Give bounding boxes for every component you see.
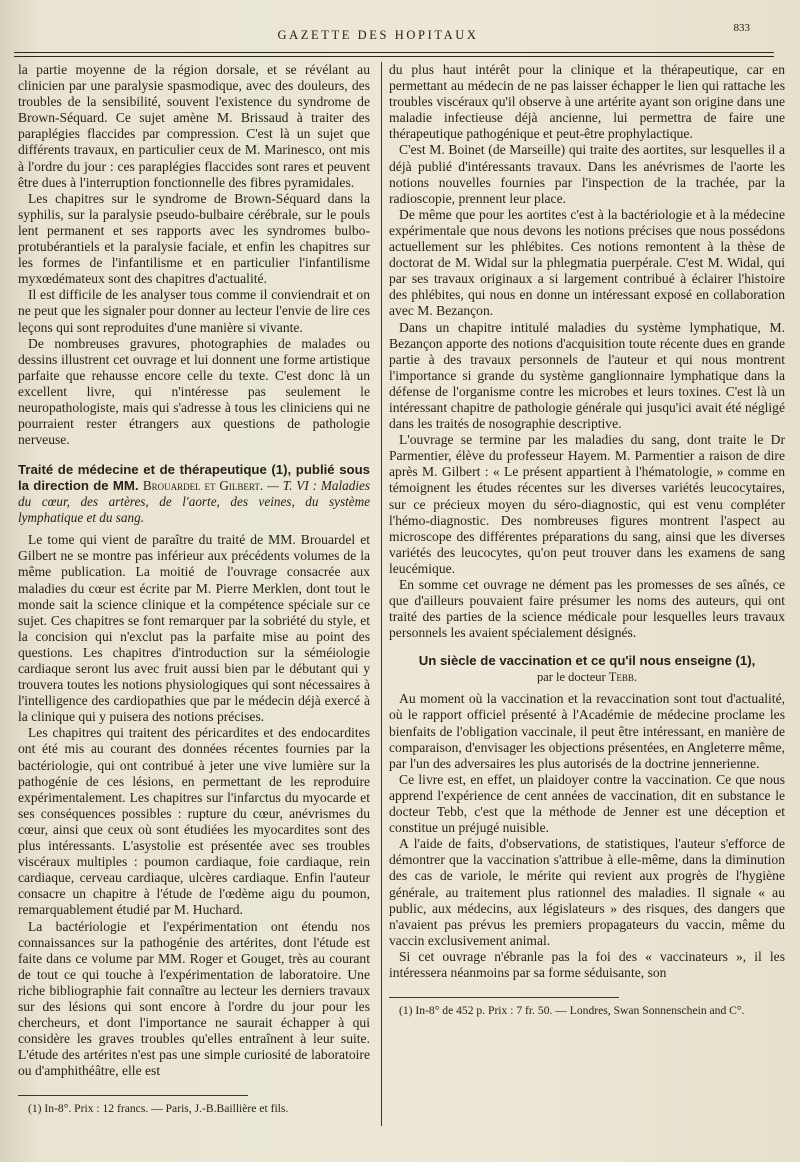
section-heading-volume: — T. VI : Maladies du cœur, des artères, de l'aorte, des veines, du système lymphatique et du sang. [18,478,370,526]
paragraph: Les chapitres sur le syndrome de Brown-Séquard dans la syphilis, sur la paralysie pseudo-bulbaire cérébrale, sur le pouls lent permanent et ses rapports avec les syndromes bulbo-protubérantiels et la paralysie faciale, et enfin les chapitres sur les formes de l'infantilisme et en particulier l'infantilisme myxœdémateux sont des chapitres d'actualité. [18,190,370,287]
paragraph: C'est M. Boinet (de Marseille) qui traite des aortites, sur lesquelles il a déjà publié d'intéressants travaux. Dans les anévrismes de l'aorte les notions nouvelles fournies par l'inspection de la trachée, par la radioscopie, prennent leur place. [389,142,785,206]
paragraph: Au moment où la vaccination et la revaccination sont tout d'actualité, où le rapport officiel présenté à l'Académie de médecine proclame les bienfaits de l'obligation vaccinale, il peut être intéressant, en manière de comparaison, d'envisager les objections présentées, en Angleterre même, par l'un des adversaires les plus autorisés de la doctrine jennerienne. [389,691,785,771]
footnote: (1) In-8°. Prix : 12 francs. — Paris, J.-B.Baillière et fils. [28,1102,289,1116]
section-heading-title: Traité de médecine et de thérapeutique (1), publié sous la direction de MM. [18,462,370,494]
paragraph: De même que pour les aortites c'est à la bactériologie et à la médecine expérimentale que nous devons les notions précises que nous possédons actuellement sur les phlébites. Ces notions remontent à la thèse de doctorat de M. Widal sur la phlegmatia puerpérale. C'est M. Widal, qui par ses travaux originaux a si largement contribué à éclairer l'histoire des phlébites, qui nous en donne un intéressant exposé en collaboration avec M. Bezançon. [389,206,785,319]
byline-prefix: par le docteur [536,670,606,685]
paragraph: la partie moyenne de la région dorsale, et se révélant au clinicien par une paralysie spasmodique, avec des douleurs, des troubles de la sensibilité, souvent l'existence du syndrome de Brown-Séquard. Ce sujet amène M. Brissaud à traiter des paraplégies flaccides par compression. C'est là un sujet que différents travaux, en particulier ceux de M. Marinesco, ont mis à l'ordre du jour : ces paraplégies flaccides sont rares et peuvent être dues à l'interruption fonctionnelle des fibres pyramidales. [18,62,370,190]
section-byline [389,669,785,685]
paragraph: De nombreuses gravures, photographies de malades ou dessins illustrent cet ouvrage et lui donnent une forme artistique parfaite que rehausse encore celle du texte. C'est donc là un excellent livre, qui n'intéresse pas seulement le neuropathologiste, mais qui s'adresse à tous les cliniciens qui ne pourraient rester étrangers aux questions de pathologie nerveuse. [18,335,370,448]
page-number: 833 [733,22,750,34]
paragraph: Le tome qui vient de paraître du traité de MM. Brouardel et Gilbert ne se montre pas inférieur aux précédents volumes de la même publication. La moitié de l'ouvrage consacrée aux maladies du cœur est écrite par M. Pierre Merklen, dont tout le monde sait la science clinique et la compétence spéciale sur ce sujet. Ces chapitres se font remarquer par la sobriété du style, et la concision qui n'exclut pas la parfaite mise au point des questions. Les chapitres d'introduction sur la séméiologie cardiaque seront lus avec fruit aussi bien par le débutant qui y trouvera toutes les notions physiologiques qui sont nécessaires à l'intelligence des cardiopathies que par le médecin déjà exercé à la clinique qui y puisera des notions précises. [18,532,370,725]
column-divider [381,62,382,1126]
footnote-rule [18,1095,248,1096]
paragraph: Il est difficile de les analyser tous comme il conviendrait et on ne peut que les signaler pour donner au lecteur l'envie de lire ces leçons qui sont reproduites d'une manière si vivante. [18,287,370,335]
footnote: (1) In-8° de 452 p. Prix : 7 fr. 50. — Londres, Swan Sonnenschein and C°. [399,1004,745,1018]
header-rule [14,52,774,53]
paragraph: En somme cet ouvrage ne dément pas les promesses de ses aînés, ce que d'ailleurs pouvaient faire présumer les noms des auteurs, qui ont traité des parties de la science médicale pour lesquelles leurs travaux personnels les avaient spécialement désignés. [389,577,785,641]
left-column [18,62,370,1126]
header-rule-thin [14,56,774,57]
paragraph: Si cet ouvrage n'ébranle pas la foi des « vaccinateurs », il les intéressera néanmoins par sa forme séduisante, son [389,948,785,980]
running-header-title: GAZETTE DES HOPITAUX [277,28,479,42]
paragraph: Ce livre est, en effet, un plaidoyer contre la vaccination. Ce que nous apprend l'expérience de cent années de vaccination, dit en substance le docteur Tebb, c'est que la méthode de Jenner est une déception et constitue un préjugé nuisible. [389,771,785,836]
footnote-rule [389,997,619,998]
section-heading-title: Un siècle de vaccination et ce qu'il nous enseigne (1), [418,653,756,669]
section-heading-traite [18,462,370,526]
section-heading-editors: Brouardel et Gilbert. [142,478,264,494]
paragraph: Les chapitres qui traitent des péricardites et des endocardites ont été mis au courant des données récentes fournies par la bactériologie, qui ont contribué à jeter une vive lumière sur la pathogénie de ces lésions, en permettant de les reproduire expérimentalement. Les chapitres sur l'infarctus du myocarde et ses conséquences possibles : rupture du cœur, anévrismes du cœur, ainsi que ceux où sont étudiées les myocardites sont des plus intéressants. L'asystolie est présentée avec ses troubles viscéraux multiples : poumon cardiaque, foie cardiaque, rein cardiaque, cerveau cardiaque, ulcères cardiaque. Enfin l'auteur consacre un chapitre à l'étude de l'œdème aigu du poumon, remarquablement étudié par M. Huchard. [18,725,370,918]
paragraph: La bactériologie et l'expérimentation ont étendu nos connaissances sur la pathogénie des artérites, dont l'étude est faite dans ce volume par MM. Roger et Gouget, très au courant de tout ce qui touche à l'expérimentation de laboratoire. Une riche bibliographie fait connaître au lecteur les derniers travaux sur des lésions qui sont encore à l'ordre du jour pour les chercheurs, et dont l'importance ne saurait échapper à qui considère les graves troubles qu'elles entraînent à leur suite. L'étude des artérites n'est pas une simple curiosité de laboratoire ou d'amphithéâtre, elle est [18,918,370,1079]
paragraph: Dans un chapitre intitulé maladies du système lymphatique, M. Bezançon apporte des notions d'acquisition toute récente dues en grande partie à des travaux personnels de l'auteur et qui nous montrent l'importance si grande du système ganglionnaire lymphatique dans la défense de l'organisme contre les microbes et leurs toxines. C'est là un intéressant chapitre de pathologie générale qui jusqu'ici avait été négligé dans les traités de nosographie descriptive. [389,319,785,432]
byline-author: Tebb. [608,670,638,685]
paragraph: L'ouvrage se termine par les maladies du sang, dont traite le Dr Parmentier, élève du professeur Hayem. M. Parmentier a raison de dire après M. Gilbert : « Le présent appartient à l'hématologie, » comme en témoignent les études récentes sur les diverses variétés leucocytaires, sur ce précieux moyen du séro-diagnostic, qui est venu compléter l'hémo-diagnostic. Des nombreuses figures montrent l'aspect au microscope des différentes préparations du sang, ainsi que les diverses variétés des leucocytes, qu'on peut trouver dans les examens de sang leucémique. [389,432,785,576]
paragraph: A l'aide de faits, d'observations, de statistiques, l'auteur s'efforce de démontrer que la vaccination s'attribue à elle-même, dans la diminution des cas de variole, le mérite qui revient aux progrès de l'hygiène générale, au traitement plus rationnel des maladies. Il signale « au public, aux médecins, aux législateurs » des risques, des dangers que n'avaient pas prévus les premiers propagateurs du vaccin, même du vaccin exclusivement animal. [389,836,785,948]
right-column [389,62,785,1126]
paragraph: du plus haut intérêt pour la clinique et la thérapeutique, car en permettant au médecin de ne pas laisser échapper le lien qui rattache les troubles viscéraux qu'il observe à une artérite ayant son origine dans une maladie infectieuse déjà ancienne, lui permettra de faire une thérapeutique pathogénique et peut-être prophylactique. [389,62,785,142]
section-heading-vaccination [389,653,785,685]
